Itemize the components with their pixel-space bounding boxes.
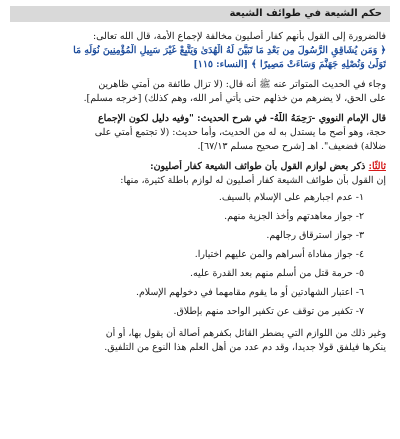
header-title: حكم الشيعة في طوائف الشيعة (229, 8, 382, 19)
closing-line: وغير ذلك من اللوازم التي يضطر القائل بكفرهم أصالة أن يقول بها، أو أن (105, 328, 386, 339)
list-item: ١- عدم اجبارهم على الإسلام بالسيف. (218, 192, 364, 203)
running-header (10, 6, 390, 22)
closing-line: ينكرها فيلفق قولا جديدا، وقد دم عدد من أهل العلم هذا النوع من التلفيق. (104, 342, 386, 353)
list-item: ٣- جواز استرقاق رجالهم. (266, 230, 364, 241)
section-number: ثالثًا: (368, 161, 386, 172)
nawawi-line: حجة، وهو أصح ما يستدل به له من الحديث، وأما حديث: (لا تجتمع أمتي على (94, 127, 386, 138)
hadith-line: وجاء في الحديث المتواتر عنه ﷺ أنه قال: (لا تزال طائفة من أمتي ظاهرين (98, 79, 386, 90)
list-item: ٧- تكفير من توقف عن تكفير الواحد منهم بإطلاق. (173, 306, 364, 317)
nawawi-line: ضلالة) فضعيف". اهـ [شرح صحيح مسلم ٦٧/١٣]. (197, 141, 386, 152)
list-item: ٢- جواز معاهدتهم وأخذ الجزية منهم. (224, 211, 364, 222)
section-heading-text: ذكر بعض لوازم القول بأن طوائف الشيعة كفار أصليون: (150, 161, 366, 172)
hadith-line: على الحق، لا يضرهم من خذلهم حتى يأتي أمر الله، وهم كذلك) [خرجه مسلم]. (83, 93, 386, 104)
section-heading (14, 160, 386, 174)
nawawi-line: قال الإمام النووي -رَحِمَهُ اللَّهُ- في شرح الحديث: "وفيه دليل لكون الإجماع (98, 113, 386, 124)
quran-verse-line: تَوَلَّىٰ وَنُصْلِهِ جَهَنَّمَ وَسَاءَتْ مَصِيرًا ﴾ [النساء: ١١٥] (193, 59, 386, 70)
intro-line: فالضرورة إلى القول بأنهم كفار أصليون مخالفة لإجماع الأمة، قال الله تعالى: (93, 31, 386, 42)
quran-verse-line: ﴿ وَمَن يُشَاقِقِ الرَّسُولَ مِن بَعْدِ مَا تَبَيَّنَ لَهُ الْهُدَىٰ وَيَتَّبِعْ غَيْرَ سَبِيلِ الْمُؤْمِنِينَ نُوَلِّهِ مَا (73, 45, 386, 56)
list-item: ٦- اعتبار الشهادتين أو ما يقوم مقامهما في دخولهم الإسلام. (136, 287, 364, 298)
consequences-list (14, 188, 386, 321)
section-intro: إن القول بأن طوائف الشيعة كفار أصليون له لوازم باطلة كثيرة، منها: (120, 175, 386, 186)
list-item: ٤- جواز مفاداة أسراهم والمن عليهم اختيارا. (194, 249, 364, 260)
body-text (14, 30, 386, 355)
list-item: ٥- حرمة قتل من أسلم منهم بعد القدرة عليه. (189, 268, 364, 279)
